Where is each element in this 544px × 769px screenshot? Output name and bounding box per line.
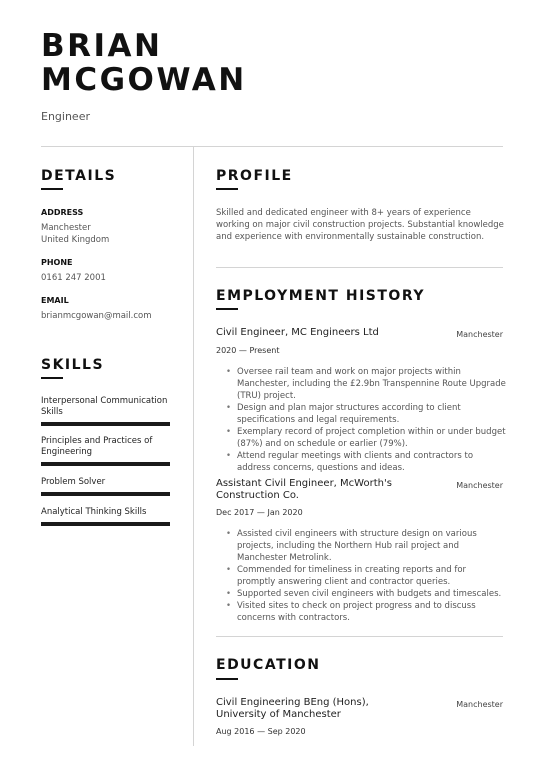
job-location: Manchester [456, 330, 503, 339]
profile-underline [216, 188, 238, 190]
address-line-2: United Kingdom [41, 235, 110, 245]
profile-heading: PROFILE [216, 168, 293, 184]
first-name: BRIAN [41, 28, 163, 64]
candidate-name [41, 29, 341, 97]
email-value: brianmcgowan@mail.com [41, 311, 152, 321]
address-line-1: Manchester [41, 223, 91, 233]
skills-underline [41, 377, 63, 379]
education-heading: EDUCATION [216, 657, 321, 673]
skill-name: Problem Solver [41, 477, 106, 487]
profile-divider [216, 267, 503, 268]
job-duties-list [216, 528, 506, 624]
skill-level-bar [41, 492, 170, 496]
phone-value: 0161 247 2001 [41, 273, 106, 283]
details-heading: DETAILS [41, 168, 117, 184]
education-underline [216, 678, 238, 680]
details-underline [41, 188, 63, 190]
list-item: • Exemplary record of project completion within or under budget (87%) and on schedule or earlier (79%). [216, 426, 506, 450]
list-item: • Assisted civil engineers with structure design on various projects, including the Northern Hub rail project and Manchester Metrolink. [216, 528, 506, 564]
employment-underline [216, 308, 238, 310]
profile-text: Skilled and dedicated engineer with 8+ years of experience working on major civil construction projects. Substantial knowledge and experience with environmentally sustainable construction. [216, 208, 504, 242]
header-divider [41, 146, 503, 147]
column-divider [193, 146, 194, 746]
skill-name: Interpersonal Communication Skills [41, 396, 168, 417]
email-label: EMAIL [41, 296, 69, 305]
list-item: • Design and plan major structures according to client specifications and legal requirements. [216, 402, 506, 426]
job-dates: 2020 — Present [216, 346, 280, 355]
skills-heading: SKILLS [41, 357, 105, 373]
skill-name: Analytical Thinking Skills [41, 507, 147, 517]
job-role: Civil Engineer, MC Engineers Ltd [216, 327, 379, 338]
job-dates: Dec 2017 — Jan 2020 [216, 508, 303, 517]
list-item: • Oversee rail team and work on major projects within Manchester, including the £2.9bn Transpennine Route Upgrade (TRU) project. [216, 366, 506, 402]
education-degree: Civil Engineering BEng (Hons), University of Manchester [216, 697, 369, 720]
job-title: Engineer [41, 110, 90, 123]
job-role: Assistant Civil Engineer, McWorth's Construction Co. [216, 478, 392, 501]
employment-heading: EMPLOYMENT HISTORY [216, 288, 425, 304]
job-location: Manchester [456, 481, 503, 490]
last-name: MCGOWAN [41, 62, 247, 98]
skill-level-bar [41, 422, 170, 426]
list-item: • Supported seven civil engineers with budgets and timescales. [216, 588, 506, 600]
address-label: ADDRESS [41, 208, 84, 217]
education-location: Manchester [456, 700, 503, 709]
skill-level-bar [41, 522, 170, 526]
skill-level-bar [41, 462, 170, 466]
phone-label: PHONE [41, 258, 73, 267]
list-item: • Attend regular meetings with clients and contractors to address concerns, questions and ideas. [216, 450, 506, 474]
list-item: • Visited sites to check on project progress and to discuss concerns with contractors. [216, 600, 506, 624]
job-duties-list [216, 366, 506, 474]
list-item: • Commended for timeliness in creating reports and for promptly answering client and contractor queries. [216, 564, 506, 588]
employment-divider [216, 636, 503, 637]
education-dates: Aug 2016 — Sep 2020 [216, 727, 306, 736]
skill-name: Principles and Practices of Engineering [41, 436, 153, 457]
